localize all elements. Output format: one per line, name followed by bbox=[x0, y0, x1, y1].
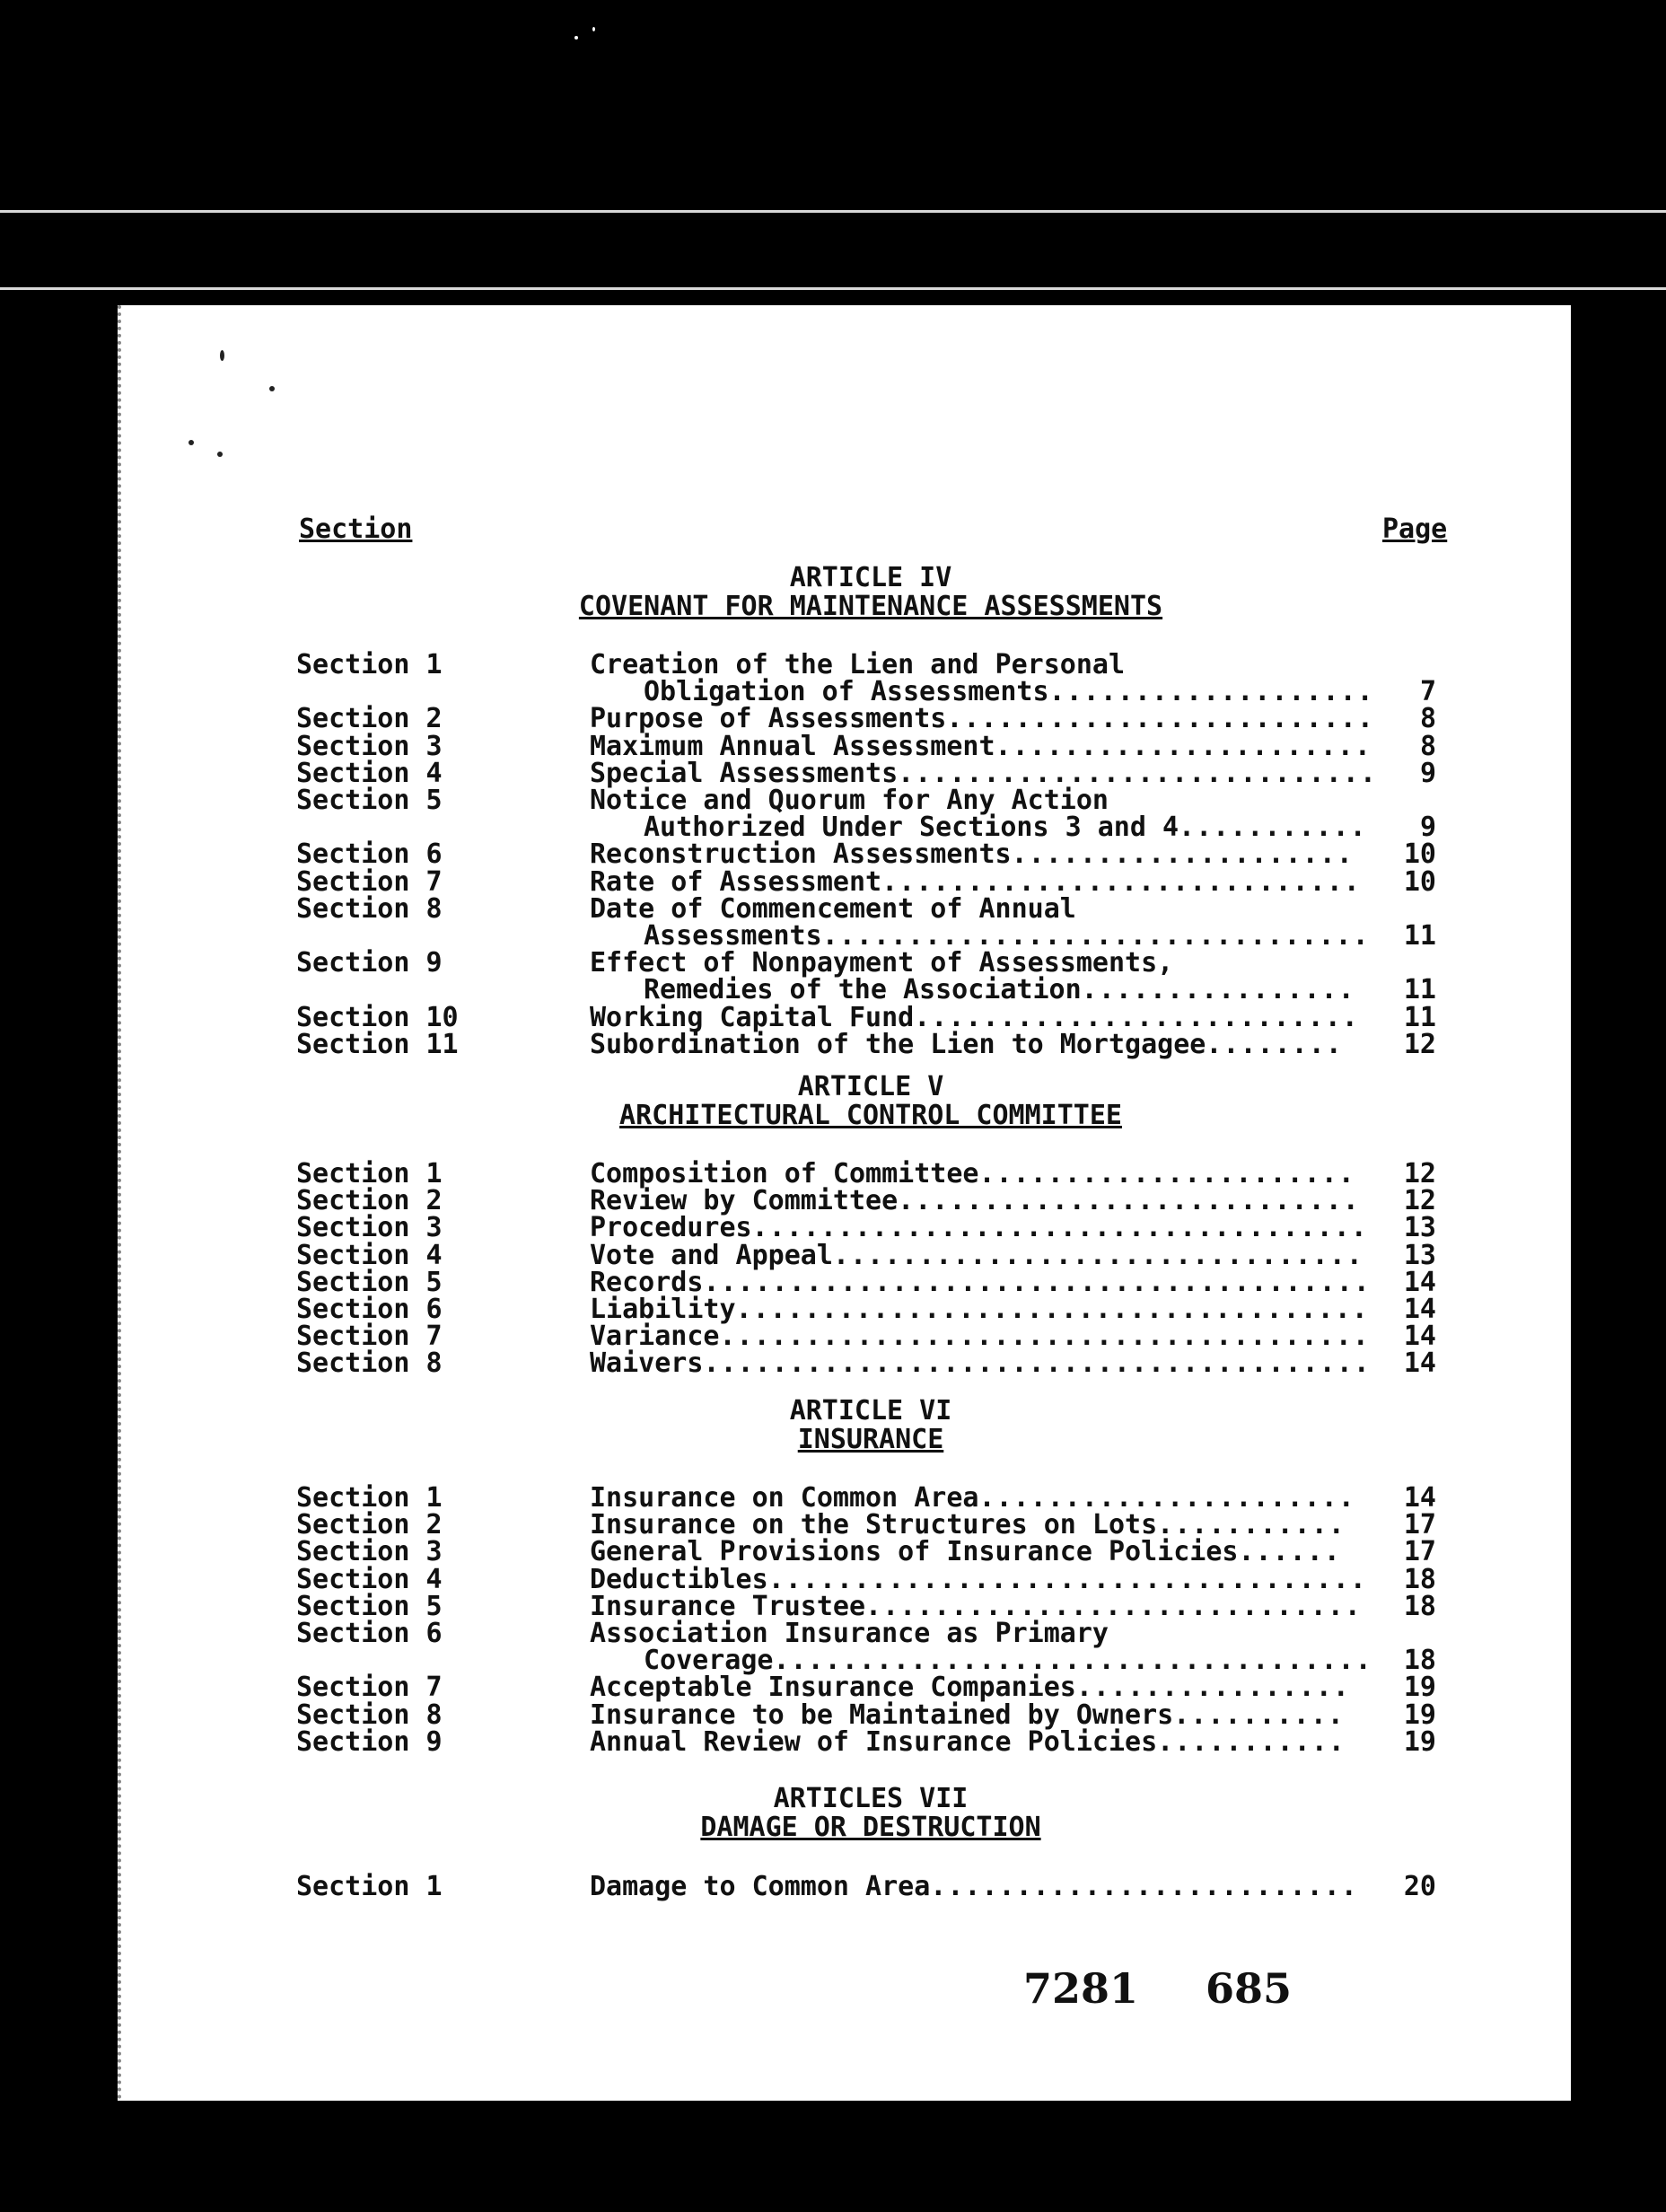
page-ref: 9 bbox=[1419, 812, 1436, 844]
section-title bbox=[590, 1726, 1434, 1758]
section-title-text: Subordination of the Lien to Mortgagee bbox=[590, 1028, 1206, 1060]
article-heading bbox=[503, 1785, 1239, 1842]
page-ref: 19 bbox=[1403, 1672, 1436, 1704]
toc-entry-line bbox=[0, 1536, 1666, 1568]
toc-entry-line bbox=[0, 703, 1666, 735]
scan-edge-line bbox=[0, 210, 1666, 213]
section-number: Section 4 bbox=[296, 757, 443, 789]
dot-leader: .......... bbox=[1173, 1698, 1345, 1731]
toc-entry-line bbox=[0, 1725, 1666, 1758]
toc-entry-line bbox=[0, 1266, 1666, 1298]
section-title-text: Coverage bbox=[644, 1645, 774, 1677]
section-number: Section 10 bbox=[296, 1001, 459, 1033]
dot-leader: ......................... bbox=[930, 1871, 1358, 1902]
dot-leader: ................................... bbox=[767, 1563, 1367, 1595]
toc-entry-line bbox=[0, 1672, 1666, 1704]
section-title-text: Maximum Annual Assessment bbox=[590, 730, 995, 762]
dot-leader: ................................ bbox=[821, 920, 1370, 952]
scan-speck bbox=[592, 27, 595, 31]
page-ref: 13 bbox=[1403, 1212, 1436, 1244]
section-number: Section 1 bbox=[296, 649, 443, 680]
dot-leader: ..................................... bbox=[735, 1294, 1369, 1325]
toc-entry-line bbox=[0, 1001, 1666, 1033]
toc-entry-line bbox=[0, 1645, 1666, 1677]
page-ref: 12 bbox=[1403, 1158, 1436, 1189]
dot-leader: ...................... bbox=[978, 1158, 1355, 1189]
section-title-text: Special Assessments bbox=[590, 757, 899, 789]
dot-leader: ............................ bbox=[881, 865, 1361, 898]
toc-entry-line bbox=[0, 838, 1666, 871]
section-title-text: Waivers bbox=[590, 1347, 704, 1380]
section-number: Section 5 bbox=[296, 1266, 443, 1298]
section-title-text: Annual Review of Insurance Policies bbox=[590, 1725, 1158, 1758]
page-ref: 11 bbox=[1403, 974, 1436, 1006]
section-number: Section 7 bbox=[296, 865, 443, 898]
section-number: Section 4 bbox=[296, 1563, 443, 1595]
section-title bbox=[590, 1871, 1434, 1902]
dot-leader: ........... bbox=[1157, 1725, 1346, 1758]
section-title-text: Procedures bbox=[590, 1212, 752, 1244]
section-number: Section 8 bbox=[296, 1347, 443, 1380]
section-number: Section 8 bbox=[296, 892, 443, 925]
toc-entry-line bbox=[0, 812, 1666, 844]
scan-speck bbox=[220, 350, 224, 361]
section-number: Section 1 bbox=[296, 1158, 443, 1189]
section-number: Section 5 bbox=[296, 1590, 443, 1622]
section-title-text: Insurance to be Maintained by Owners bbox=[590, 1698, 1174, 1731]
section-column-header: Section bbox=[299, 514, 413, 545]
dot-leader: ........... bbox=[1179, 812, 1367, 844]
toc-entry-line bbox=[0, 947, 1666, 979]
page-ref: 17 bbox=[1403, 1536, 1436, 1568]
section-number: Section 6 bbox=[296, 1294, 443, 1325]
dot-leader: ........... bbox=[1157, 1509, 1346, 1541]
section-title-text: Insurance on Common Area bbox=[590, 1482, 979, 1514]
dot-leader: ....................................... bbox=[703, 1266, 1371, 1298]
toc-entry-line bbox=[0, 785, 1666, 816]
toc-entry-line bbox=[0, 974, 1666, 1006]
section-number: Section 3 bbox=[296, 730, 443, 762]
section-number: Section 9 bbox=[296, 947, 443, 979]
page-ref: 12 bbox=[1403, 1185, 1436, 1217]
dot-leader: ...................... bbox=[978, 1482, 1355, 1514]
page-ref: 18 bbox=[1403, 1563, 1436, 1595]
page-ref: 14 bbox=[1403, 1266, 1436, 1298]
page-column-header: Page bbox=[1382, 514, 1448, 545]
section-number: Section 6 bbox=[296, 838, 443, 871]
section-number: Section 2 bbox=[296, 1185, 443, 1217]
section-title-text: Deductibles bbox=[590, 1563, 768, 1595]
section-title bbox=[590, 1347, 1434, 1379]
section-title bbox=[590, 1029, 1434, 1060]
dot-leader: ........................... bbox=[898, 1185, 1360, 1217]
section-title-text: Remedies of the Association bbox=[644, 974, 1082, 1006]
page-ref: 18 bbox=[1403, 1590, 1436, 1622]
page-ref: 10 bbox=[1403, 838, 1436, 871]
section-title-text: Insurance on the Structures on Lots bbox=[590, 1509, 1158, 1541]
page-ref: 12 bbox=[1403, 1028, 1436, 1060]
section-title-text: Reconstruction Assessments bbox=[590, 838, 1012, 871]
section-title-text: Notice and Quorum for Any Action bbox=[590, 785, 1109, 816]
scan-speck bbox=[574, 36, 578, 40]
toc-entry-line bbox=[0, 920, 1666, 952]
section-title-text: Authorized Under Sections 3 and 4 bbox=[644, 812, 1179, 844]
article-heading bbox=[503, 564, 1239, 621]
page-ref: 19 bbox=[1403, 1725, 1436, 1758]
dot-leader: ............................ bbox=[898, 757, 1377, 789]
article-title: ARTICLES VII bbox=[773, 1783, 969, 1814]
section-number: Section 11 bbox=[296, 1028, 459, 1060]
dot-leader: ...... bbox=[1238, 1536, 1341, 1568]
page-ref: 11 bbox=[1403, 920, 1436, 952]
section-title-text: Date of Commencement of Annual bbox=[590, 892, 1076, 925]
section-title-text: Insurance Trustee bbox=[590, 1590, 866, 1622]
section-title-text: Rate of Assessment bbox=[590, 865, 882, 898]
section-title-text: Liability bbox=[590, 1294, 736, 1325]
article-heading bbox=[503, 1073, 1239, 1130]
toc-entry-line bbox=[0, 1347, 1666, 1380]
section-title-text: Purpose of Assessments bbox=[590, 703, 947, 735]
toc-entry-line bbox=[0, 649, 1666, 680]
toc-entry-line bbox=[0, 1239, 1666, 1271]
article-heading bbox=[503, 1397, 1239, 1454]
toc-entry-line bbox=[0, 1563, 1666, 1595]
scan-speck bbox=[189, 440, 194, 445]
section-number: Section 9 bbox=[296, 1725, 443, 1758]
page-ref: 13 bbox=[1403, 1239, 1436, 1271]
page-ref: 19 bbox=[1403, 1698, 1436, 1731]
toc-entry-line bbox=[0, 1185, 1666, 1217]
dot-leader: .................................... bbox=[751, 1212, 1368, 1244]
dot-leader: ...................................... bbox=[719, 1321, 1370, 1353]
dot-leader: ................................... bbox=[773, 1645, 1372, 1677]
section-number: Section 6 bbox=[296, 1618, 443, 1649]
section-number: Section 5 bbox=[296, 785, 443, 816]
section-number: Section 2 bbox=[296, 703, 443, 735]
toc-entry-line bbox=[0, 757, 1666, 789]
toc-entry-line bbox=[0, 892, 1666, 925]
toc-entry-line bbox=[0, 1158, 1666, 1189]
scan-speck bbox=[269, 386, 275, 391]
article-title: ARTICLE VI bbox=[789, 1395, 952, 1426]
section-title-text: Damage to Common Area bbox=[590, 1871, 931, 1902]
page-ref: 11 bbox=[1403, 1001, 1436, 1033]
section-number: Section 2 bbox=[296, 1509, 443, 1541]
section-title-text: Obligation of Assessments bbox=[644, 676, 1049, 708]
toc-entry-line bbox=[0, 730, 1666, 762]
section-number: Section 1 bbox=[296, 1482, 443, 1514]
page-ref: 20 bbox=[1403, 1871, 1436, 1902]
toc-entry-line bbox=[0, 1321, 1666, 1353]
section-title-text: Association Insurance as Primary bbox=[590, 1618, 1109, 1649]
toc-entry-line bbox=[0, 1590, 1666, 1622]
page-ref: 18 bbox=[1403, 1645, 1436, 1677]
article-title: ARTICLE V bbox=[797, 1071, 944, 1102]
page-number: 685 bbox=[1206, 1964, 1293, 2013]
section-title-text: Creation of the Lien and Personal bbox=[590, 649, 1126, 680]
section-title-text: Variance bbox=[590, 1321, 720, 1353]
page-ref: 14 bbox=[1403, 1294, 1436, 1325]
section-title-text: Records bbox=[590, 1266, 704, 1298]
section-title-text: Assessments bbox=[644, 920, 822, 952]
toc-entry-line bbox=[0, 1871, 1666, 1902]
section-title-text: Composition of Committee bbox=[590, 1158, 979, 1189]
scan-edge-line bbox=[0, 287, 1666, 290]
section-number: Section 1 bbox=[296, 1871, 443, 1902]
section-title-text: Vote and Appeal bbox=[590, 1239, 833, 1271]
page-ref: 8 bbox=[1419, 703, 1436, 735]
dot-leader: ........ bbox=[1206, 1028, 1343, 1060]
section-number: Section 3 bbox=[296, 1536, 443, 1568]
page-ref: 7 bbox=[1419, 676, 1436, 708]
toc-entry-line bbox=[0, 1482, 1666, 1514]
dot-leader: ............................... bbox=[832, 1239, 1363, 1271]
toc-entry-line bbox=[0, 865, 1666, 898]
dot-leader: ...................... bbox=[995, 730, 1372, 762]
toc-entry-line bbox=[0, 1294, 1666, 1325]
dot-leader: ......................... bbox=[946, 703, 1374, 735]
toc-entry-line bbox=[0, 1212, 1666, 1244]
section-title-text: Review by Committee bbox=[590, 1185, 899, 1217]
toc-entry-line bbox=[0, 1618, 1666, 1649]
dot-leader: ................... bbox=[1048, 676, 1374, 708]
article-title: ARTICLE IV bbox=[789, 562, 952, 593]
section-number: Section 8 bbox=[296, 1698, 443, 1731]
page-ref: 9 bbox=[1419, 757, 1436, 789]
article-subtitle: COVENANT FOR MAINTENANCE ASSESSMENTS bbox=[578, 591, 1163, 622]
book-number: 7281 bbox=[1023, 1964, 1139, 2013]
section-title-text: Effect of Nonpayment of Assessments, bbox=[590, 947, 1174, 979]
toc-entry-line bbox=[0, 1028, 1666, 1060]
article-subtitle: INSURANCE bbox=[797, 1424, 944, 1455]
dot-leader: ....................................... bbox=[703, 1347, 1371, 1380]
page-ref: 8 bbox=[1419, 730, 1436, 762]
toc-entry-line bbox=[0, 676, 1666, 708]
article-subtitle: DAMAGE OR DESTRUCTION bbox=[700, 1812, 1041, 1843]
section-number: Section 3 bbox=[296, 1212, 443, 1244]
dot-leader: ............................. bbox=[865, 1590, 1362, 1622]
section-number: Section 7 bbox=[296, 1321, 443, 1353]
section-title-text: Acceptable Insurance Companies bbox=[590, 1672, 1076, 1704]
dot-leader: .................... bbox=[1011, 838, 1354, 871]
dot-leader: ................ bbox=[1075, 1672, 1350, 1704]
section-title-text: General Provisions of Insurance Policies bbox=[590, 1536, 1239, 1568]
section-number: Section 4 bbox=[296, 1239, 443, 1271]
dot-leader: .......................... bbox=[914, 1001, 1359, 1033]
section-number: Section 7 bbox=[296, 1672, 443, 1704]
page-ref: 14 bbox=[1403, 1321, 1436, 1353]
page-ref: 10 bbox=[1403, 865, 1436, 898]
toc-entry-line bbox=[0, 1698, 1666, 1731]
page-ref: 14 bbox=[1403, 1347, 1436, 1380]
page-ref: 17 bbox=[1403, 1509, 1436, 1541]
page-ref: 14 bbox=[1403, 1482, 1436, 1514]
article-subtitle: ARCHITECTURAL CONTROL COMMITTEE bbox=[619, 1100, 1122, 1131]
scan-speck bbox=[217, 452, 223, 457]
section-title-text: Working Capital Fund bbox=[590, 1001, 915, 1033]
dot-leader: ................ bbox=[1081, 974, 1355, 1006]
toc-entry-line bbox=[0, 1509, 1666, 1541]
